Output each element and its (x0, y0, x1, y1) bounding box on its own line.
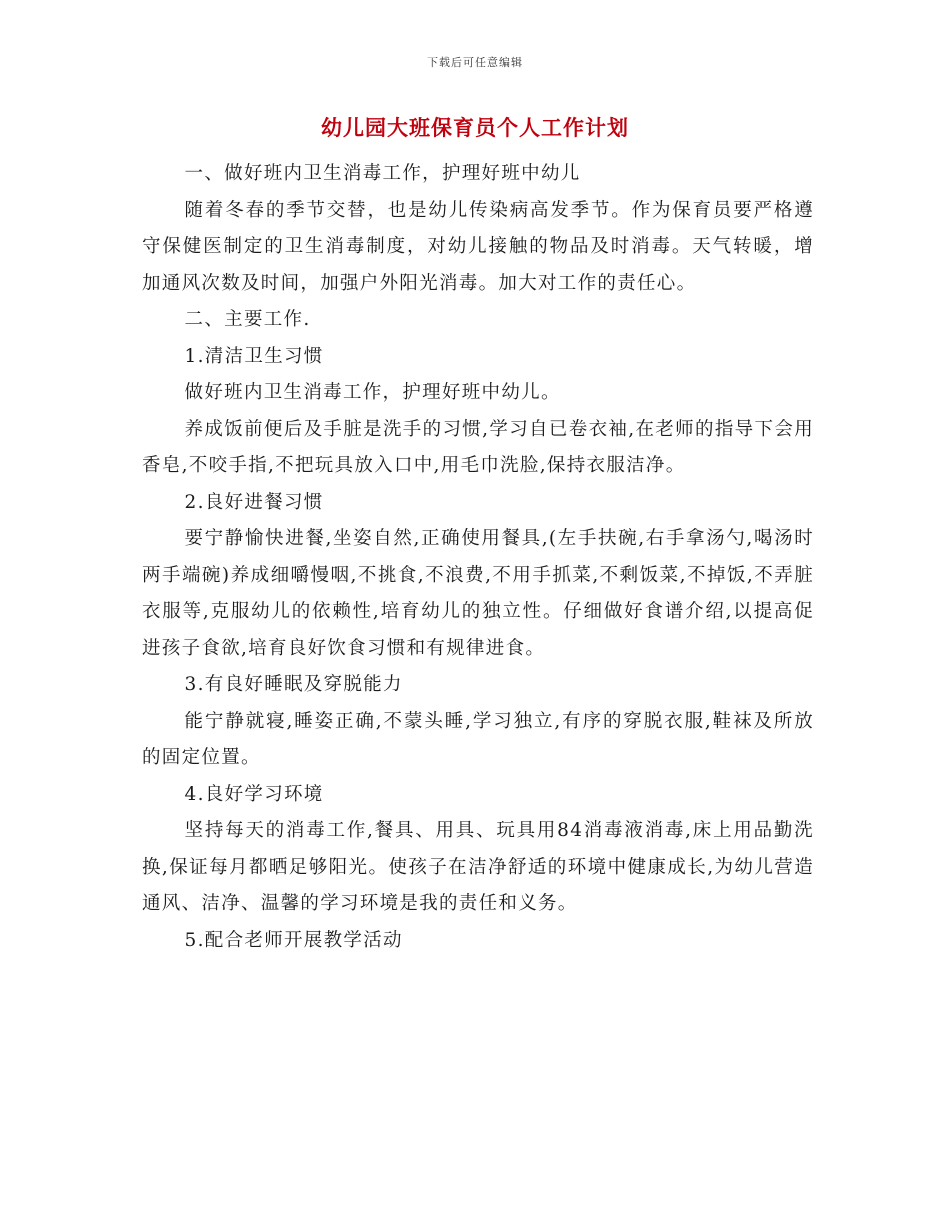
subheading-teaching: 5.配合老师开展教学活动 (184, 929, 403, 951)
paragraph: 做好班内卫生消毒工作，护理好班中幼儿。 (184, 382, 561, 403)
paragraph: 养成饭前便后及手脏是洗手的习惯,学习自已卷衣袖,在老师的指导下会用香皂,不咬手指,不把玩具放入口中,用毛巾洗脸,保持衣服洁净。 (142, 418, 814, 476)
subheading-eating: 2.良好进餐习惯 (184, 491, 324, 513)
section-heading-1: 一、做好班内卫生消毒工作，护理好班中幼儿 (184, 163, 581, 184)
header-note: 下载后可任意编辑 (427, 56, 523, 69)
paragraph: 随着冬春的季节交替，也是幼儿传染病高发季节。作为保育员要严格遵守保健医制定的卫生消毒制度，对幼儿接触的物品及时消毒。天气转暖，增加通风次数及时间，加强户外阳光消毒。加大对工作的责任心。 (142, 199, 814, 294)
document-body (142, 156, 814, 959)
document-title: 幼儿园大班保育员个人工作计划 (321, 115, 629, 140)
paragraph: 要宁静愉快进餐,坐姿自然,正确使用餐具,(左手扶碗,右手拿汤勺,喝汤时两手端碗)养成细嚼慢咽,不挑食,不浪费,不用手抓菜,不剩饭菜,不掉饭,不弄脏衣服等,克服幼儿的依赖性,培育幼儿的独立性。仔细做好食谱介绍,以提高促进孩子食欲,培育良好饮食习惯和有规律进食。 (142, 528, 814, 659)
paragraph: 坚持每天的消毒工作,餐具、用具、玩具用84消毒液消毒,床上用品勤洗换,保证每月都晒足够阳光。使孩子在洁净舒适的环境中健康成长,为幼儿营造通风、洁净、温馨的学习环境是我的责任和义务。 (142, 820, 814, 914)
section-heading-2: 二、主要工作. (184, 309, 311, 330)
subheading-sleep: 3.有良好睡眠及穿脱能力 (184, 674, 403, 695)
paragraph: 能宁静就寝,睡姿正确,不蒙头睡,学习独立,有序的穿脱衣服,鞋袜及所放的固定位置。 (142, 710, 814, 768)
subheading-environment: 4.良好学习环境 (184, 783, 324, 805)
subheading-hygiene: 1.清洁卫生习惯 (184, 345, 324, 367)
